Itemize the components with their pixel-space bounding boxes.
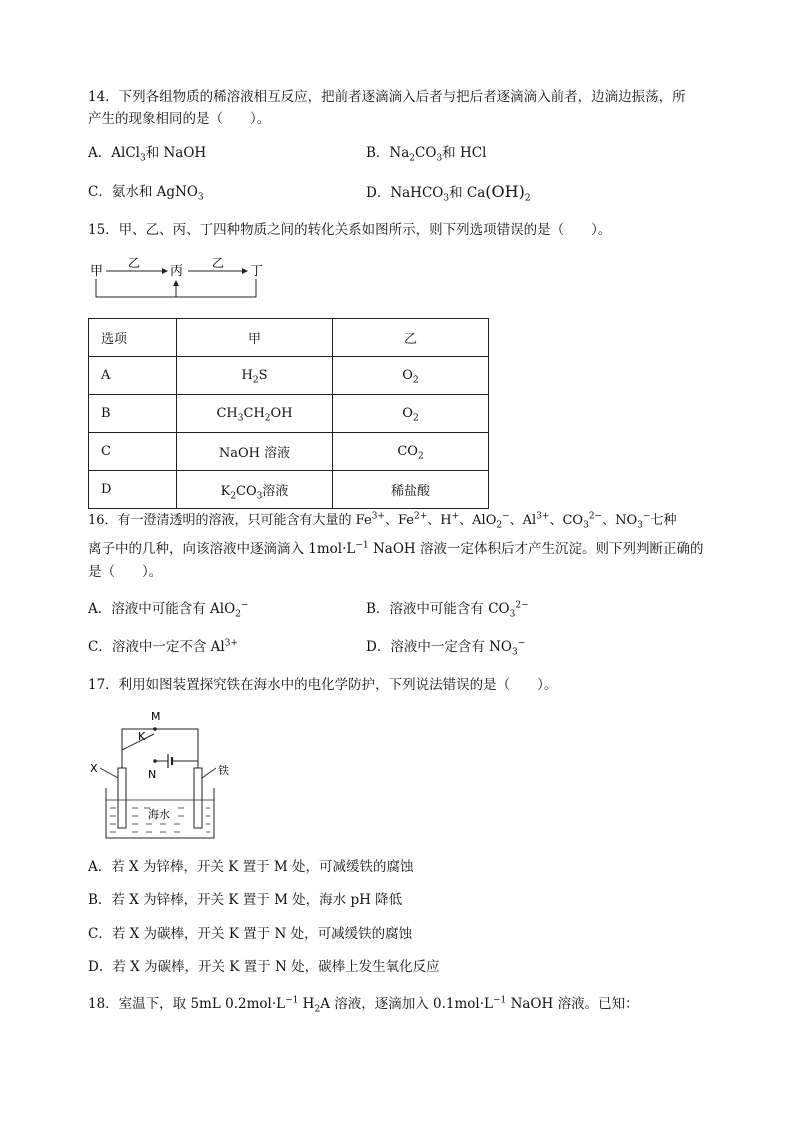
table-cell-yi: $CO_2$ (333, 433, 489, 471)
q17-stem: 17．利用如图装置探究铁在海水中的电化学防护，下列说法错误的是（ ）。 (88, 677, 558, 693)
label-iron: 铁 (218, 764, 229, 777)
q14-stem-line1: 14．下列各组物质的稀溶液相互反应，把前者逐滴滴入后者与把后者逐滴滴入前者，边滴边振荡，所 (88, 89, 686, 105)
table-cell-option: B (89, 395, 177, 433)
table-cell-jia: NaOH 溶液 (177, 433, 333, 471)
q14-option-a: A．AlCl$_3$和 NaOH (88, 145, 207, 164)
diagram-ding: 丁 (250, 264, 264, 279)
conversion-diagram (88, 253, 278, 303)
q17-option-d: D．若 X 为碳棒，开关 K 置于 N 处，碳棒上发生氧化反应 (88, 959, 440, 975)
q17-option-c: C．若 X 为碳棒，开关 K 置于 N 处，可减缓铁的腐蚀 (88, 926, 413, 942)
q17-option-a: A．若 X 为锌棒，开关 K 置于 M 处，可减缓铁的腐蚀 (88, 859, 414, 875)
q16-option-a: A．溶液中可能含有 AlO$_2$− (88, 600, 249, 620)
table-row (89, 357, 489, 395)
table-cell-yi: $O_2$ (333, 357, 489, 395)
label-n: N (148, 768, 157, 781)
label-seawater: 海水 (148, 808, 170, 821)
label-m: M (151, 710, 161, 723)
wire-top (122, 729, 198, 776)
table-header: 甲 (177, 319, 333, 357)
table-cell-jia: $K_2CO_3$溶液 (177, 471, 333, 509)
diagram-yi-2: 乙 (212, 256, 225, 270)
diagram-bing: 丙 (170, 264, 184, 279)
options-table (88, 318, 489, 509)
q14-option-b: B．$Na_2CO_3$和 HCl (366, 145, 487, 164)
q14-option-d: D．NaHCO$_3$和 $Ca(OH)_2$ (366, 182, 531, 204)
electrochem-apparatus (88, 706, 258, 842)
table-cell-option: A (89, 357, 177, 395)
contact-m-dot (153, 727, 157, 731)
q14-stem-line2: 产生的现象相同的是（ ）。 (88, 111, 271, 127)
diagram-yi-1: 乙 (128, 256, 141, 270)
q16-option-b: B．溶液中可能含有 $CO_3^{2-}$ (366, 600, 529, 620)
table-cell-jia: $H_2S$ (177, 357, 333, 395)
table-header: 乙 (333, 319, 489, 357)
table-header-row (89, 319, 489, 357)
table-cell-yi: $O_2$ (333, 395, 489, 433)
q16-option-d: D．溶液中一定含有 $NO_3^-$ (366, 638, 526, 658)
q16-stem-line3: 是（ ）。 (88, 564, 163, 580)
q14-option-c: C．氨水和 AgNO$_3$ (88, 184, 204, 203)
table-cell-jia: $CH_3CH_2OH$ (177, 395, 333, 433)
table-cell-option: D (89, 471, 177, 509)
table-row (89, 471, 489, 509)
q18-stem: 18．室温下，取 5mL $0.2mol\cdot L^{-1}$ $H_2A$ 溶液，逐滴加入 $0.1mol\cdot L^{-1}$ NaOH 溶液。已知： (88, 995, 639, 1015)
table-cell-yi: 稀盐酸 (333, 471, 489, 509)
q16-stem-line1: 16．有一澄清透明的溶液，只可能含有大量的 $Fe^{3+}$、$Fe^{2+}$、H+、AlO$_2$−、$Al^{3+}$、$CO_3^{2-}$、$NO_3^-$七种 (88, 511, 677, 531)
label-x: X (90, 762, 98, 775)
electrode-iron (194, 768, 202, 828)
label-k: K (138, 730, 146, 743)
table-header: 选项 (89, 319, 177, 357)
q17-option-b: B．若 X 为锌棒，开关 K 置于 M 处，海水 pH 降低 (88, 892, 403, 908)
table-row (89, 433, 489, 471)
table-row (89, 395, 489, 433)
q16-option-c: C．溶液中一定不含 $Al^{3+}$ (88, 638, 238, 655)
diagram-jia: 甲 (90, 264, 104, 279)
table-cell-option: C (89, 433, 177, 471)
q15-stem: 15．甲、乙、丙、丁四种物质之间的转化关系如图所示，则下列选项错误的是（ ）。 (88, 222, 612, 238)
q16-stem-line2: 离子中的几种，向该溶液中逐滴滴入 $1mol\cdot L^{-1}$ NaOH 溶液一定体积后才产生沉淀。则下列判断正确的 (88, 540, 704, 557)
electrode-x (118, 768, 126, 828)
